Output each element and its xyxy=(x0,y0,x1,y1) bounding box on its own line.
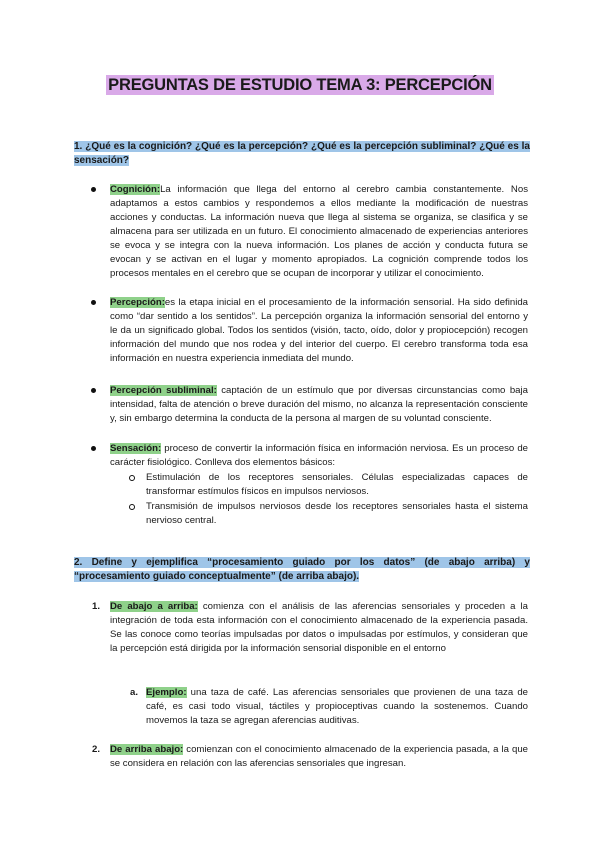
item-abajo-arriba: 1. De abajo a arriba: comienza con el análisis de las aferencias sensoriales y proceden a la integración de toda esta información con el conocimiento almacenado de la experiencia pasada. Se las conoce como teorías impulsadas por datos o impulsadas por estímulos, y consideran que la percepción está dirigida por la información sensorial disponible en el entorno xyxy=(92,601,528,654)
bullet-percepcion: Percepción:es la etapa inicial en el procesamiento de la información sensorial. Ha sido definida como “dar sentido a los sentidos”. La percepción organiza la información sensorial del entorno y le da un significado global. Todos los sentidos (visión, tacto, oído, dolor y propiocepción) recogen información del mundo que nos rodea y del interior del cuerpo. El cerebro transforma toda esa información en nuestra experiencia inmediata del mundo. xyxy=(110,296,528,366)
item-ejemplo: a. Ejemplo: una taza de café. Las aferencias sensoriales que provienen de una taza de café, es casi todo visual, táctiles y propioceptivas cuando la sostenemos. Cuando movemos la taza se agregan aferencias auditivas. xyxy=(130,687,528,726)
bullet-dot xyxy=(91,388,96,393)
question-1: 1. ¿Qué es la cognición? ¿Qué es la percepción? ¿Qué es la percepción subliminal? ¿Qué es la sensación? xyxy=(74,141,530,166)
circle-bullet xyxy=(129,504,135,510)
bullet-dot xyxy=(91,446,96,451)
subitem-estimulacion: Estimulación de los receptores sensoriales. Células especializadas capaces de transformar estímulos físicos en impulsos nerviosos. xyxy=(146,471,528,499)
bullet-cognicion: Cognición:La información que llega del entorno al cerebro cambia constantemente. Nos adaptamos a estos cambios y respondemos a ellos mediante la modificación de nuestras acciones y conductas. La información nueva que llega al sistema se organiza, se clasifica y se almacena para ser utilizada en un futuro. El conocimiento almacenado de experiencias anteriores se evoca y se integra con la nueva información. Los planes de acción y conducta futura se evocan y se activan en el lugar y momento apropiados. La cognición comprende todos los procesos mentales en el cerebro que se ocupan de incorporar y utilizar el conocimiento. xyxy=(110,183,528,281)
bullet-dot xyxy=(91,300,96,305)
item-arriba-abajo: 2. De arriba abajo: comienzan con el conocimiento almacenado de la experiencia pasada, a la que se considera en relación con las aferencias sensoriales que ingresan. xyxy=(92,744,529,769)
bullet-percepcion-subliminal: Percepción subliminal: captación de un estímulo que por diversas circunstancias como baja intensidad, falta de atención o breve duración del mismo, no alcanza la representación consciente y, sin embargo determina la conducta de la persona al margen de su voluntad consciente. xyxy=(110,384,528,426)
document-title: PREGUNTAS DE ESTUDIO TEMA 3: PERCEPCIÓN xyxy=(108,76,492,94)
question-2: 2. Define y ejemplifica “procesamiento guiado por los datos” (de abajo arriba) y “procesamiento guiado conceptualmente” (de arriba abajo). xyxy=(74,557,530,582)
subitem-transmision: Transmisión de impulsos nerviosos desde los receptores sensoriales hasta el sistema nervioso central. xyxy=(146,500,528,528)
bullet-sensacion: Sensación: proceso de convertir la información física en información nerviosa. Es un proceso de carácter fisiológico. Conlleva dos elementos básicos: xyxy=(110,442,528,470)
circle-bullet xyxy=(129,475,135,481)
bullet-dot xyxy=(91,187,96,192)
